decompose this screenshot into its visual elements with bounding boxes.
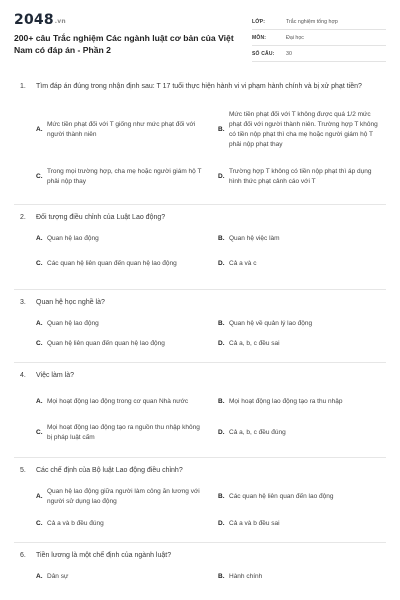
option-text: Các quan hệ liên quan đến quan hệ lao động [47,260,177,267]
option-letter: D. [218,429,225,436]
option-text: Mức tiền phạt đối với T không được quá 1/2 mức phạt đối với người thành niên. Trường hợp T không có tiền nộp phạt thì cha mẹ hoặc người giám hộ T phải nộp phạt thay [229,111,378,148]
option-letter: A. [36,573,43,580]
option-text: Mọi hoạt động lao động tạo ra thu nhập [229,398,343,405]
option-text: Quan hệ việc làm [229,235,280,242]
option-letter: A. [36,320,43,327]
option-b[interactable] [218,229,390,249]
question-number: 6. [20,552,26,559]
meta-row-subject [252,30,386,46]
option-a[interactable] [36,229,208,249]
option-letter: A. [36,398,43,405]
option-letter: A. [36,126,43,133]
divider [14,289,386,290]
option-a[interactable] [36,387,208,417]
question-number: 1. [20,83,26,90]
option-text: Quan hệ lao động [47,320,99,327]
meta-value: Đại học [286,34,304,41]
option-a[interactable] [36,567,208,587]
option-text: Cả a và b đều đúng [47,520,104,527]
meta-label: SỐ CÂU: [252,50,275,57]
document-title: 200+ câu Trắc nghiệm Các ngành luật cơ bản của Việt Nam có đáp án - Phần 2 [14,33,234,55]
question-number: 4. [20,372,26,379]
option-d[interactable] [218,417,390,449]
divider [14,457,386,458]
option-text: Mọi hoạt động lao động trong cơ quan Nhà nước [47,398,189,405]
question-item [14,466,386,536]
logo-main: 2048 [14,12,54,28]
option-c[interactable] [36,249,208,279]
option-text: Dân sự [47,573,69,580]
option-b[interactable] [218,314,390,334]
option-d[interactable] [218,334,390,354]
logo-tld: .vn [54,18,66,25]
option-text: Cả a, b, c đều đúng [229,429,286,436]
option-c[interactable] [36,334,208,354]
answer-options [14,387,386,449]
question-title [14,298,386,308]
option-b[interactable] [218,482,390,512]
option-letter: B. [218,398,225,405]
option-text: Cả a và c [229,260,257,267]
option-text: Cả a, b, c đều sai [229,340,280,347]
answer-options [14,482,386,536]
option-d[interactable] [218,249,390,279]
meta-row-count [252,46,386,62]
divider [14,362,386,363]
option-a[interactable] [36,100,208,160]
question-item [14,213,386,279]
option-b[interactable] [218,100,390,160]
answer-options [14,314,386,354]
meta-label: MÔN: [252,34,267,41]
question-text: Các chế định của Bộ luật Lao động điều chỉnh? [36,467,183,474]
question-text: Tiền lương là một chế định của ngành luật? [36,552,172,559]
question-title [14,213,386,223]
divider [14,204,386,205]
option-text: Trong mọi trường hợp, cha mẹ hoặc người giám hộ T phải nộp thay [47,168,202,185]
option-letter: D. [218,173,225,180]
answer-options [14,567,386,587]
option-letter: C. [36,260,43,267]
option-text: Cả a và b đều sai [229,520,280,527]
question-title [14,82,386,92]
option-d[interactable] [218,160,390,194]
option-letter: C. [36,429,43,436]
option-letter: C. [36,340,43,347]
option-letter: D. [218,340,225,347]
question-item [14,298,386,354]
option-c[interactable] [36,417,208,449]
option-text: Mức tiền phạt đối với T giống như mức phạt đối với người thành niên [47,121,196,138]
option-letter: C. [36,520,43,527]
question-text: Việc làm là? [36,372,75,379]
site-logo[interactable] [14,12,66,28]
option-text: Quan hệ lao động giữa người làm công ăn lương với người sử dụng lao động [47,488,200,505]
question-title [14,551,386,561]
meta-row-class [252,14,386,30]
option-letter: C. [36,173,43,180]
option-text: Quan hệ lao động [47,235,99,242]
meta-value: Trắc nghiệm tổng hợp [286,18,338,25]
question-list [14,82,386,587]
option-text: Quan hệ về quản lý lao động [229,320,313,327]
option-a[interactable] [36,482,208,512]
option-text: Hành chính [229,573,263,580]
meta-value: 30 [286,50,292,57]
question-item [14,371,386,449]
question-text: Quan hệ học nghề là? [36,299,105,306]
option-letter: B. [218,320,225,327]
question-title [14,371,386,381]
divider [14,542,386,543]
option-letter: D. [218,520,225,527]
option-c[interactable] [36,512,208,536]
option-letter: B. [218,126,225,133]
question-number: 5. [20,467,26,474]
option-text: Quan hệ liên quan đến quan hệ lao động [47,340,165,347]
question-item [14,551,386,587]
answer-options [14,229,386,279]
meta-label: LỚP: [252,18,266,25]
option-b[interactable] [218,567,390,587]
question-number: 2. [20,214,26,221]
question-text: Tìm đáp án đúng trong nhận định sau: T 17 tuổi thực hiện hành vi vi phạm hành chính và bị xử phạt tiền? [36,83,362,90]
question-item [14,82,386,194]
option-letter: A. [36,493,43,500]
document-header [14,12,386,60]
option-letter: D. [218,260,225,267]
question-text: Đối tượng điều chỉnh của Luật Lao động? [36,214,166,221]
option-b[interactable] [218,387,390,417]
option-text: Các quan hệ liên quan đến lao động [229,493,334,500]
option-d[interactable] [218,512,390,536]
option-a[interactable] [36,314,208,334]
option-letter: B. [218,573,225,580]
option-letter: B. [218,493,225,500]
option-letter: B. [218,235,225,242]
document-meta [252,14,386,62]
option-text: Mọi hoạt động lao động tạo ra nguồn thu nhập không bị pháp luật cấm [47,424,200,441]
question-title [14,466,386,476]
option-letter: A. [36,235,43,242]
option-text: Trường hợp T không có tiền nộp phạt thì áp dụng hình thức phạt cảnh cáo với T [229,168,372,185]
answer-options [14,100,386,194]
question-number: 3. [20,299,26,306]
option-c[interactable] [36,160,208,194]
